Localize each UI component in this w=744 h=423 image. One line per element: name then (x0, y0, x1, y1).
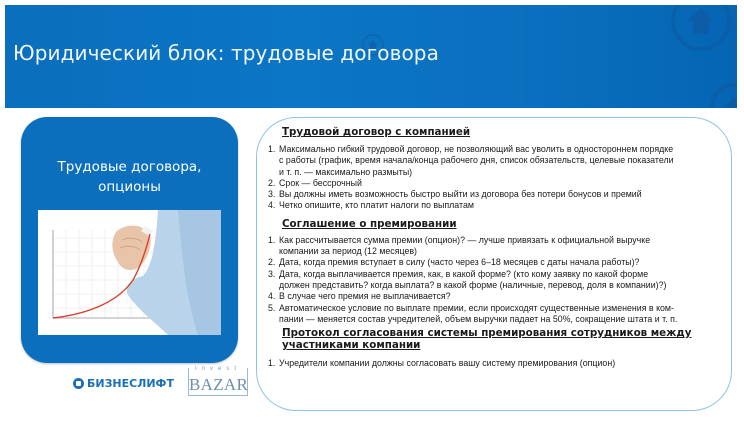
investbazar-logo (188, 368, 248, 396)
list-item: 3. Вы должны иметь возможность быстро выйти из договора без потери бонусов и премий (268, 189, 642, 201)
topic-card-title-line1: Трудовые договора, (57, 159, 202, 175)
house-circle-icon (671, 5, 731, 51)
businesslift-logo (73, 377, 174, 390)
topic-card-title (21, 157, 238, 197)
content-area (268, 126, 732, 369)
topic-card-title-line2: опционы (98, 179, 161, 195)
topic-card (21, 117, 238, 363)
investbazar-logo-small: Invest (189, 365, 247, 373)
list-item: 2. Срок — бессрочный (268, 177, 362, 189)
list-item: 4. В случае чего премия не выплачивается? (268, 291, 451, 303)
businesslift-logo-text: БИЗНЕСЛИФТ (87, 377, 174, 390)
list-item: 2. Дата, когда премия вступает в силу (часто через 6–18 месяцев с даты начала работы)? (268, 257, 640, 269)
list-item: 1. Максимально гибкий трудовой договор, не позволяющий вас уволить в одностороннем порядке с работы (график, время начала/конца рабочего дня, список обязательств, целевые показатели и т. п. — максимально размыты) (268, 144, 674, 178)
section-title-bonus-agreement: Соглашение о премировании (282, 217, 457, 230)
list-approval-protocol (268, 358, 732, 369)
list-item: 1. Как рассчитывается сумма премии (опцион)? — лучше привязать к официальной выручке компании за период (12 месяцев) (268, 234, 651, 258)
list-bonus-agreement (268, 235, 732, 325)
list-employment-contract (268, 144, 732, 212)
list-item: 3. Дата, когда выплачивается премия, как, в какой форме? (кто кому заявку по какой форме должен представить? когда выплата? в какой форме (наличные, перевод, доля в компании)?) (268, 268, 667, 291)
section-title-employment-contract: Трудовой договор с компанией (282, 126, 471, 138)
list-item: 1. Учредители компании должны согласовать вашу систему премирования (опцион) (268, 358, 616, 370)
page-title: Юридический блок: трудовые договора (13, 41, 439, 65)
growth-chart-image (38, 210, 221, 335)
section-title-approval-protocol: Протокол согласования системы премирования сотрудников между участниками компании (282, 327, 692, 352)
investbazar-logo-big: BAZAR (189, 375, 249, 394)
list-item: 5. Автоматическое условие по выплате премии, если происходят существенные изменения в ком- пании — меняется состав учредителей, объем выручки падает на 50%, сокращение штата и т. п. (268, 302, 678, 325)
house-circle-icon (710, 83, 737, 108)
slide-header (5, 5, 737, 108)
list-item: 4. Четко опишите, кто платит налоги по выплатам (268, 200, 474, 212)
businesslift-logo-icon (73, 378, 84, 389)
